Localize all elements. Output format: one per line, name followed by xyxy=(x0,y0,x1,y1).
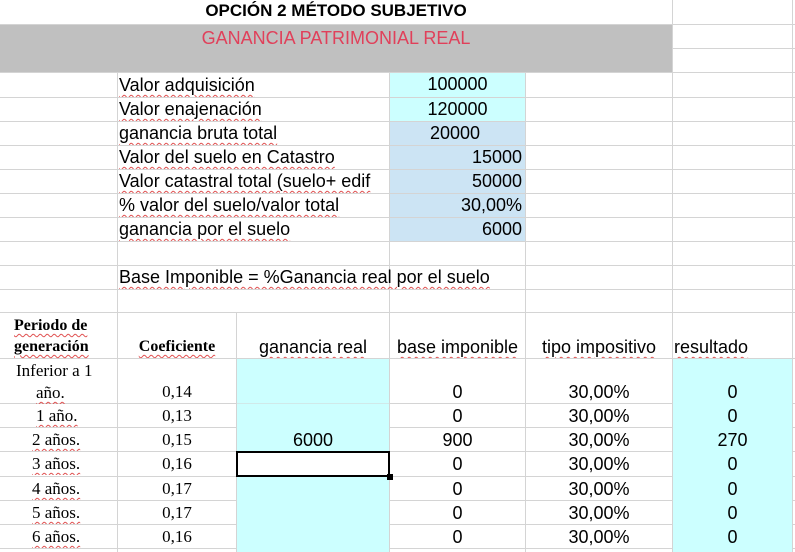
table-row-1-resultado[interactable]: 0 xyxy=(727,406,738,426)
table-row-6-base[interactable]: 0 xyxy=(452,527,463,547)
table-row-4-resultado[interactable]: 0 xyxy=(727,479,738,499)
table-row-2-coef[interactable]: 0,15 xyxy=(162,430,192,449)
table-row-4-ganancia[interactable] xyxy=(237,478,389,500)
table-row-1-base[interactable]: 0 xyxy=(452,406,463,426)
table-row-6-ganancia[interactable] xyxy=(237,526,389,548)
param-value-5[interactable]: 30,00% xyxy=(390,194,525,217)
subtitle-text: GANANCIA PATRIMONIAL REAL xyxy=(201,28,471,48)
param-value-0[interactable]: 100000 xyxy=(390,73,525,97)
table-row-3-base[interactable]: 0 xyxy=(452,454,463,474)
param-label-6[interactable]: ganancia por el suelo xyxy=(119,219,291,239)
table-row-4-base[interactable]: 0 xyxy=(452,479,463,499)
header-periodo[interactable]: Periodo de generación xyxy=(14,317,89,355)
table-row-5-tipo[interactable]: 30,00% xyxy=(568,503,630,523)
param-label-5[interactable]: % valor del suelo/valor total xyxy=(119,195,340,215)
table-row-1-ganancia[interactable] xyxy=(237,405,389,427)
table-row-2-tipo[interactable]: 30,00% xyxy=(568,430,630,450)
table-row-2-resultado[interactable]: 270 xyxy=(717,430,748,450)
subtitle-banner[interactable] xyxy=(0,25,672,72)
table-row-1-coef[interactable]: 0,13 xyxy=(162,406,192,425)
table-row-1-periodo[interactable]: 1 año. xyxy=(36,406,78,425)
table-row-6-resultado[interactable]: 0 xyxy=(727,527,738,547)
param-value-3[interactable]: 15000 xyxy=(390,146,525,169)
table-row-2-base[interactable]: 900 xyxy=(442,430,473,450)
table-row-4-periodo[interactable]: 4 años. xyxy=(32,479,81,498)
table-row-0-base[interactable]: 0 xyxy=(452,382,463,402)
table-row-3-tipo[interactable]: 30,00% xyxy=(568,454,630,474)
formula-note[interactable]: Base Imponible = %Ganancia real por el suelo xyxy=(119,267,490,287)
table-row-5-base[interactable]: 0 xyxy=(452,503,463,523)
param-label-4[interactable]: Valor catastral total (suelo+ edif xyxy=(119,171,371,191)
param-value-1[interactable]: 120000 xyxy=(390,98,525,121)
table-row-5-coef[interactable]: 0,17 xyxy=(162,503,192,522)
table-row-0-periodo[interactable]: Inferior a 1 año. xyxy=(16,361,93,402)
param-label-3[interactable]: Valor del suelo en Catastro xyxy=(119,147,335,167)
table-row-2-ganancia[interactable]: 6000 xyxy=(292,430,334,450)
header-ganancia-real[interactable]: ganancia real xyxy=(258,337,368,357)
param-label-1[interactable]: Valor enajenación xyxy=(119,99,262,119)
header-coeficiente[interactable]: Coeficiente xyxy=(138,338,216,355)
param-value-4[interactable]: 50000 xyxy=(390,170,525,193)
table-row-2-periodo[interactable]: 2 años. xyxy=(32,430,81,449)
table-row-5-periodo[interactable]: 5 años. xyxy=(32,503,81,522)
selected-cell-ganancia-row-3[interactable] xyxy=(236,451,390,477)
table-row-3-coef[interactable]: 0,16 xyxy=(162,454,192,473)
table-row-6-tipo[interactable]: 30,00% xyxy=(568,527,630,547)
table-row-0-coef[interactable]: 0,14 xyxy=(162,382,192,401)
sheet-title[interactable]: OPCIÓN 2 MÉTODO SUBJETIVO xyxy=(0,0,672,24)
param-value-2[interactable]: 20000 xyxy=(390,122,525,145)
table-row-6-periodo[interactable]: 6 años. xyxy=(32,527,81,546)
table-row-0-ganancia[interactable] xyxy=(237,381,389,403)
table-row-3-resultado[interactable]: 0 xyxy=(727,454,738,474)
table-row-0-resultado[interactable]: 0 xyxy=(727,382,738,402)
header-resultado[interactable]: resultado xyxy=(674,337,749,357)
table-row-4-coef[interactable]: 0,17 xyxy=(162,479,192,498)
param-label-0[interactable]: Valor adquisición xyxy=(119,75,255,95)
table-row-0-tipo[interactable]: 30,00% xyxy=(568,382,630,402)
table-row-1-tipo[interactable]: 30,00% xyxy=(568,406,630,426)
header-base-imponible[interactable]: base imponible xyxy=(396,337,519,357)
param-label-2[interactable]: ganancia bruta total xyxy=(119,123,278,143)
table-row-6-coef[interactable]: 0,16 xyxy=(162,527,192,546)
table-row-5-resultado[interactable]: 0 xyxy=(727,503,738,523)
param-value-6[interactable]: 6000 xyxy=(390,218,525,241)
table-row-3-periodo[interactable]: 3 años. xyxy=(32,454,81,473)
table-row-5-ganancia[interactable] xyxy=(237,502,389,524)
table-row-4-tipo[interactable]: 30,00% xyxy=(568,479,630,499)
header-tipo-impositivo[interactable]: tipo impositivo xyxy=(541,337,657,357)
